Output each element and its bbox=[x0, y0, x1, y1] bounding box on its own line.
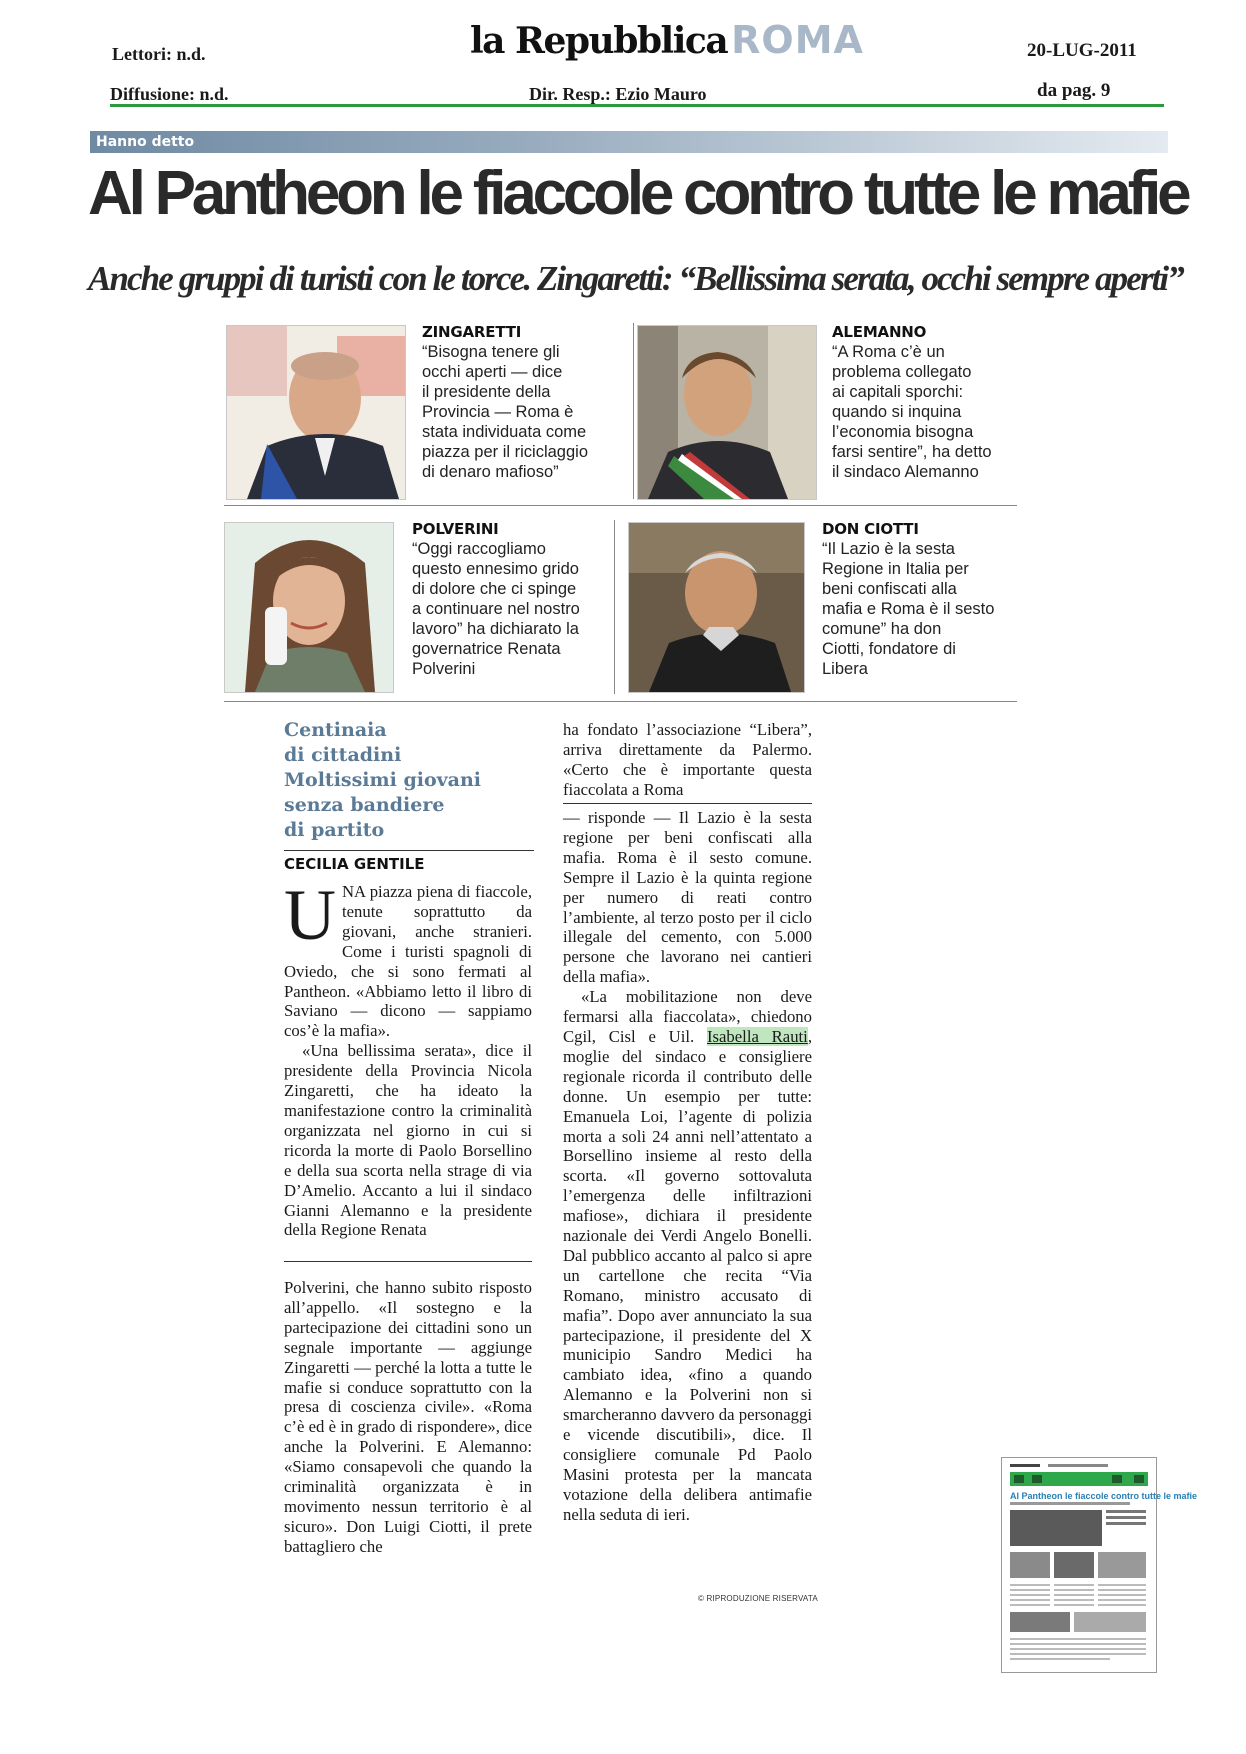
director-line: Dir. Resp.: Ezio Mauro bbox=[529, 84, 707, 104]
issue-date: 20-LUG-2011 bbox=[1027, 40, 1137, 61]
article-column-1 bbox=[284, 875, 532, 1240]
quotes-row-divider bbox=[224, 505, 1017, 506]
header-rule bbox=[110, 104, 1164, 107]
page-thumbnail bbox=[1001, 1457, 1198, 1673]
quote-text-don-ciotti: “Il Lazio è la sesta Regione in Italia per beni confiscati alla mafia e Roma è il sesto comune” ha don Ciotti, fondatore di Libera bbox=[822, 540, 995, 678]
article-byline: CECILIA GENTILE bbox=[284, 855, 425, 873]
circulation-count: Diffusione: n.d. bbox=[110, 84, 229, 104]
quote-name-alemanno: ALEMANNO bbox=[832, 323, 927, 341]
quote-name-polverini: POLVERINI bbox=[412, 520, 499, 538]
thumbnail-headline: Al Pantheon le fiaccole contro tutte le mafie bbox=[1010, 1491, 1198, 1501]
kicker-bar bbox=[90, 131, 1168, 153]
quote-divider bbox=[614, 520, 615, 694]
photo-don-ciotti bbox=[628, 522, 805, 693]
article-headline: Al Pantheon le fiaccole contro tutte le mafie bbox=[88, 159, 1188, 228]
column-break-rule bbox=[563, 803, 812, 804]
article-column-2 bbox=[563, 720, 812, 800]
quote-divider bbox=[633, 323, 634, 499]
kicker-label: Hanno detto bbox=[96, 134, 195, 150]
copyright-notice: © RIPRODUZIONE RISERVATA bbox=[698, 1594, 818, 1603]
quotes-bottom-divider bbox=[224, 701, 1017, 702]
article-subhead: Anche gruppi di turisti con le torce. Zingaretti: “Bellissima serata, occhi sempre aperti” bbox=[88, 259, 1183, 298]
paragraph: «Una bellissima serata», dice il presidente della Provincia Nicola Zingaretti, che ha ideato la manifestazione contro la criminalità organizzata nel giorno in cui si ricorda la morte di Paolo Borsellino e della sua scorta nella strage di via D’Amelio. Accanto a lui il sindaco Gianni Alemanno e la presidente della Regione Renata bbox=[284, 1041, 532, 1240]
byline-rule bbox=[284, 850, 534, 851]
paragraph: — risponde — Il Lazio è la sesta regione per beni confiscati alla mafia. Roma è il sesto comune. Sempre il Lazio è la quinta regione per numero di reati contro l’ambiente, al terzo posto per il ciclo illegale del cemento, con 5.000 persone che lavorano nei cantieri della mafia». bbox=[563, 808, 812, 987]
photo-polverini bbox=[224, 522, 394, 693]
photo-alemanno bbox=[637, 325, 817, 500]
readers-count: Lettori: n.d. bbox=[112, 44, 206, 64]
paragraph-text: , moglie del sindaco e consigliere regionale ricorda il contributo delle donne. Un esempio per tutte: Emanuela Loi, l’agente di polizia morta a soli 24 anni nell’attentato a Borsellino insieme al resto della scorta. «Il governo sottovaluta l’emergenza delle infiltrazioni mafiose», dichiara il presidente nazionale dei Verdi Angelo Bonelli. Dal pubblico accanto al palco si apre un cartellone che recita “Via Romano, ministro accusato di mafia”. Dopo aver annunciato la sua partecipazione, il presidente del X municipio Sandro Medici ha cambiato idea, «fino a quando Alemanno e la Polverini non si smarcheranno davvero da personaggi e vicende discutibili», dice. Il consigliere comunale Pd Paolo Masini protesta per la mancata votazione della delibera antimafie nella seduta di ieri. bbox=[563, 1026, 812, 1524]
photo-zingaretti bbox=[226, 325, 406, 500]
quote-text-zingaretti: “Bisogna tenere gli occhi aperti — dice il presidente della Provincia — Roma è stata individuata come piazza per il riciclaggio di denaro mafioso” bbox=[422, 343, 588, 481]
quote-text-alemanno: “A Roma c’è un problema collegato ai capitali sporchi: quando si inquina l’economia bisogna farsi sentire”, ha detto il sindaco Alemanno bbox=[832, 343, 992, 481]
paragraph: Polverini, che hanno subito risposto all’appello. «Il sostegno e la partecipazione dei cittadini sono un segnale importante — aggiunge Zingaretti — perché la lotta a tutte le mafie si conduce soprattutto con la presa di coscienza civile». «Roma c’è ed è in grado di rispondere», dice anche la Polverini. E Alemanno: «Siamo consapevoli che quando la criminalità organizzata è in movimento nessun territorio è al sicuro». Don Luigi Ciotti, il prete battagliero che bbox=[284, 1278, 532, 1556]
paragraph: ha fondato l’associazione “Libera”, arriva direttamente da Palermo. «Certo che è importante questa fiaccolata a Roma bbox=[563, 720, 812, 799]
newspaper-logo bbox=[470, 18, 864, 66]
article-column-1-continued bbox=[284, 1278, 532, 1557]
quote-text-polverini: “Oggi raccogliamo questo ennesimo grido di dolore che ci spinge a continuare nel nostro lavoro” ha dichiarato la governatrice Renata Polverini bbox=[412, 540, 580, 678]
logo-edition: ROMA bbox=[731, 18, 864, 62]
quote-name-zingaretti: ZINGARETTI bbox=[422, 323, 522, 341]
paragraph: NA piazza piena di fiaccole, tenute soprattutto da giovani, anche stranieri. Come i turisti spagnoli di Oviedo, che si sono fermati al Pantheon. «Abbiamo letto il libro di Saviano — dicono — sappiamo cos’è la mafia». bbox=[284, 882, 532, 1041]
article-deck: Centinaia di cittadini Moltissimi giovani senza bandiere di partito bbox=[284, 719, 482, 841]
quote-name-don-ciotti: DON CIOTTI bbox=[822, 520, 919, 538]
highlighted-name: Isabella Rauti bbox=[706, 1026, 808, 1046]
paragraph-text: «La mobilitazione non deve fermarsi alla fiaccolata», chiedono Cgil, Cisl e Uil. bbox=[563, 987, 812, 1046]
logo-main: la Repubblica bbox=[470, 20, 728, 62]
drop-cap: U bbox=[284, 875, 336, 955]
column-break-rule bbox=[284, 1261, 532, 1262]
paragraph bbox=[563, 987, 812, 1524]
article-column-2-continued bbox=[563, 808, 812, 1525]
page-reference: da pag. 9 bbox=[1037, 80, 1111, 101]
